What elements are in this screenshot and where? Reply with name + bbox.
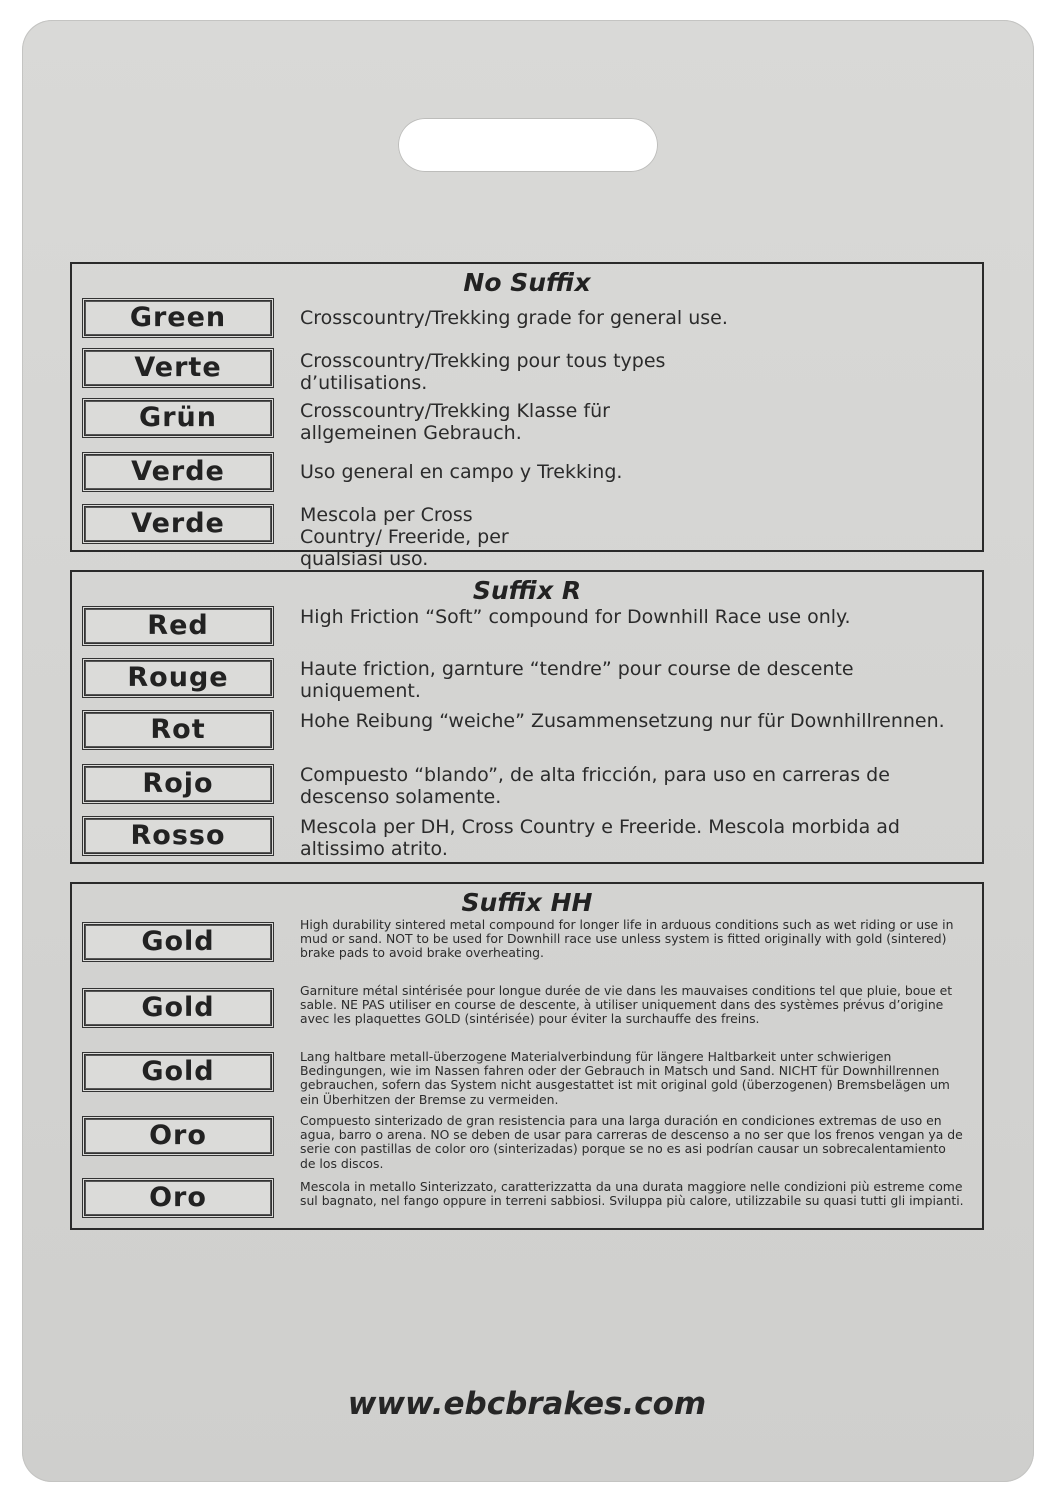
hang-hole: [398, 118, 658, 172]
compound-label: Verte: [82, 348, 274, 388]
compound-description: High durability sintered metal compound for longer life in arduous conditions such as wet riding or use in mud or sand. NOT to be used for Downhill race use unless system is fitted originally with gold (sintered) brake pads to avoid brake overheating.: [300, 917, 954, 961]
compound-label: Gold: [82, 1052, 274, 1092]
website-url: www.ebcbrakes.com: [347, 1386, 707, 1422]
compound-description: Mescola per DH, Cross Country e Freeride. Mescola morbida ad altissimo atrito.: [300, 816, 900, 860]
compound-description: Hohe Reibung “weiche” Zusammensetzung nur für Downhillrennen.: [300, 710, 945, 732]
compound-description: Compuesto “blando”, de alta fricción, para uso en carreras de descenso solamente.: [300, 764, 890, 808]
compound-label: Green: [82, 298, 274, 338]
section-no-suffix: [70, 262, 984, 570]
compound-label: Rosso: [82, 816, 274, 856]
compound-label: Rojo: [82, 764, 274, 804]
compound-description: Haute friction, garnture “tendre” pour course de descente uniquement.: [300, 658, 854, 702]
section-title: No Suffix: [463, 268, 591, 297]
compound-description: Crosscountry/Trekking pour tous types d’utilisations.: [300, 350, 666, 394]
section-suffix-r: [70, 570, 984, 864]
section-suffix-hh: [70, 882, 984, 1230]
compound-label: Verde: [82, 452, 274, 492]
compound-description: Mescola per Cross Country/ Freeride, per qualsiasi uso.: [300, 504, 509, 570]
compound-label: Oro: [82, 1116, 274, 1156]
compound-description: Crosscountry/Trekking Klasse für allgemeinen Gebrauch.: [300, 400, 610, 444]
compound-description: Garniture métal sintérisée pour longue durée de vie dans les mauvaises conditions tel que pluie, boue et sable. NE PAS utiliser en course de descente, à utiliser uniquement dans des systèmes prévus d’origine avec les plaquettes GOLD (sintérisée) pour éviter la surchauffe des freins.: [300, 983, 953, 1027]
compound-label: Oro: [82, 1178, 274, 1218]
compound-label: Rot: [82, 710, 274, 750]
compound-description: Compuesto sinterizado de gran resistencia para una larga duración en condiciones extremas de uso en agua, barro o arena. NO se deben de usar para carreras de descenso a no ser que los frenos vengan ya de serie con pastillas de color oro (sinterizadas) porque se no es asi podrían causar un sobrecalentamiento de los discos.: [300, 1113, 963, 1171]
compound-description: Crosscountry/Trekking grade for general use.: [300, 307, 728, 329]
compound-label: Grün: [82, 398, 274, 438]
section-title: Suffix R: [472, 576, 582, 605]
compound-description: High Friction “Soft” compound for Downhill Race use only.: [300, 606, 851, 628]
section-title: Suffix HH: [461, 888, 593, 917]
compound-label: Gold: [82, 922, 274, 962]
compound-description: Lang haltbare metall-überzogene Materialverbindung für längere Haltbarkeit unter schwierigen Bedingungen, wie im Nassen fahren oder der Gebrauch in Matsch und Sand. NICHT für Downhillrennen gebrauchen, sofern das System nicht ausgestattet ist mit original gold (überzogenen) Bremsbelägen um ein Überhitzen der Bremse zu vermeiden.: [300, 1049, 950, 1107]
compound-label: Rouge: [82, 658, 274, 698]
compound-description: Uso general en campo y Trekking.: [300, 461, 623, 483]
compound-label: Verde: [82, 504, 274, 544]
compound-description: Mescola in metallo Sinterizzato, caratterizzatta da una durata maggiore nelle condizioni più estreme come sul bagnato, nel fango oppure in terreni sabbiosi. Sviluppa più calore, utilizzabile su quasi tutti gli impianti.: [300, 1179, 964, 1209]
compound-label: Red: [82, 606, 274, 646]
compound-label: Gold: [82, 988, 274, 1028]
